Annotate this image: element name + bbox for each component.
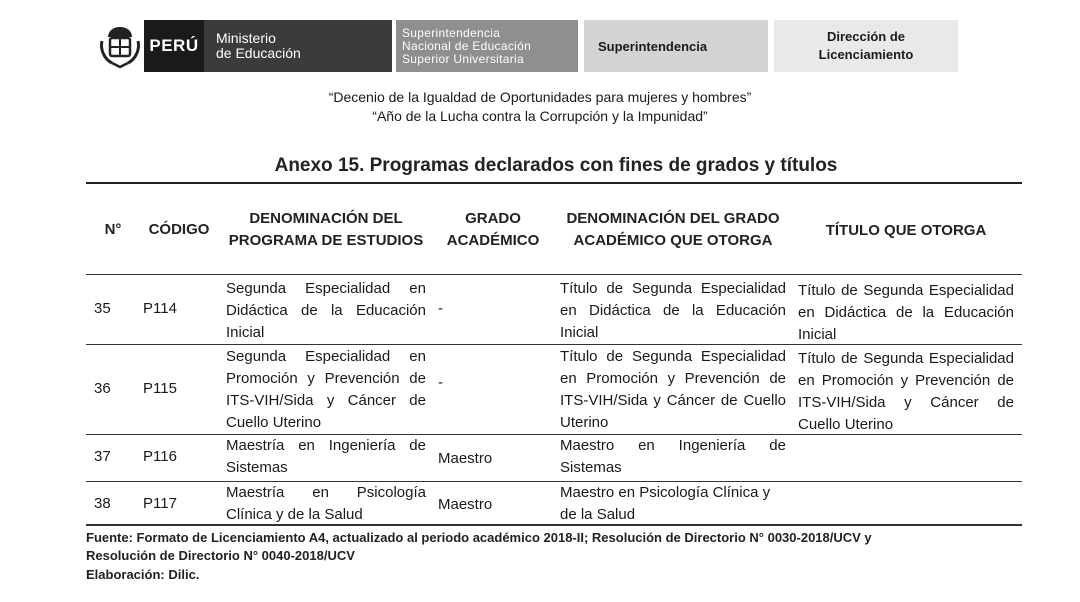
annex-title: Anexo 15. Programas declarados con fines de grados y títulos — [274, 155, 838, 176]
row-35-number: 35 — [94, 300, 111, 317]
row-36-number: 36 — [94, 380, 111, 397]
country-label: PERÚ — [144, 20, 204, 72]
row-38-code: P117 — [143, 495, 177, 512]
row-38-degree-name: Maestro en Psicología Clínica y de la Salud — [560, 484, 771, 523]
row-35-code: P114 — [143, 300, 177, 317]
table-bottom-rule — [86, 524, 1022, 526]
agency-label: Superintendencia Nacional de Educación Superior Universitaria — [396, 20, 578, 72]
row-36-title: Título de Segunda Especialidad en Promoción y Prevención de ITS-VIH/Sida y Cáncer de Cuello Uterino — [798, 350, 1014, 433]
superintendencia-label: Superintendencia — [584, 20, 768, 72]
row-37-number: 37 — [94, 448, 111, 465]
row-37-program: Maestría en Ingeniería de Sistemas — [226, 437, 426, 476]
source-note-line-2: Resolución de Directorio N° 0040-2018/UCV — [86, 548, 355, 563]
row-35-title: Título de Segunda Especialidad en Didáctica de la Educación Inicial — [798, 282, 1014, 343]
elaboration-note: Elaboración: Dilic. — [86, 567, 200, 582]
table-top-rule — [86, 182, 1022, 184]
header-code: CÓDIGO — [148, 221, 210, 238]
motto-line-2: “Año de la Lucha contra la Corrupción y la Impunidad” — [372, 108, 708, 124]
row-37-degree: Maestro — [438, 450, 493, 467]
motto-line-1: “Decenio de la Igualdad de Oportunidades para mujeres y hombres” — [328, 89, 752, 105]
institution-header — [96, 18, 958, 74]
row-35-degree-name: Título de Segunda Especialidad en Didáctica de la Educación Inicial — [560, 280, 786, 341]
row-38-number: 38 — [94, 495, 111, 512]
header-degree: GRADO ACADÉMICO — [446, 210, 540, 249]
row-37-code: P116 — [143, 448, 177, 465]
row-36-program: Segunda Especialidad en Promoción y Prevención de ITS-VIH/Sida y Cáncer de Cuello Uterino — [226, 348, 426, 431]
row-36-degree: - — [438, 374, 443, 391]
national-seal-icon — [96, 18, 144, 74]
header-title-granted: TÍTULO QUE OTORGA — [825, 222, 987, 239]
header-rule — [86, 274, 1022, 275]
direccion-label: Dirección de Licenciamiento — [774, 20, 958, 72]
ministry-label: Ministerio de Educación — [204, 20, 392, 72]
header-program: DENOMINACIÓN DEL PROGRAMA DE ESTUDIOS — [228, 210, 424, 249]
row-35-degree: - — [438, 300, 443, 317]
row-rule — [86, 344, 1022, 345]
header-degree-name: DENOMINACIÓN DEL GRADO ACADÉMICO QUE OTORGA — [566, 210, 780, 249]
row-38-program: Maestría en Psicología Clínica y de la Salud — [226, 484, 426, 523]
row-36-degree-name: Título de Segunda Especialidad en Promoción y Prevención de ITS-VIH/Sida y Cáncer de Cuello Uterino — [560, 348, 786, 431]
header-number: N° — [104, 221, 122, 238]
row-35-program: Segunda Especialidad en Didáctica de la Educación Inicial — [226, 280, 426, 341]
row-37-degree-name: Maestro en Ingeniería de Sistemas — [560, 437, 786, 476]
source-note-line-1: Fuente: Formato de Licenciamiento A4, actualizado al periodo académico 2018-II; Resolución de Directorio N° 0030-2018/UCV y — [86, 530, 872, 545]
row-38-degree: Maestro — [438, 496, 493, 513]
row-36-code: P115 — [143, 380, 177, 397]
